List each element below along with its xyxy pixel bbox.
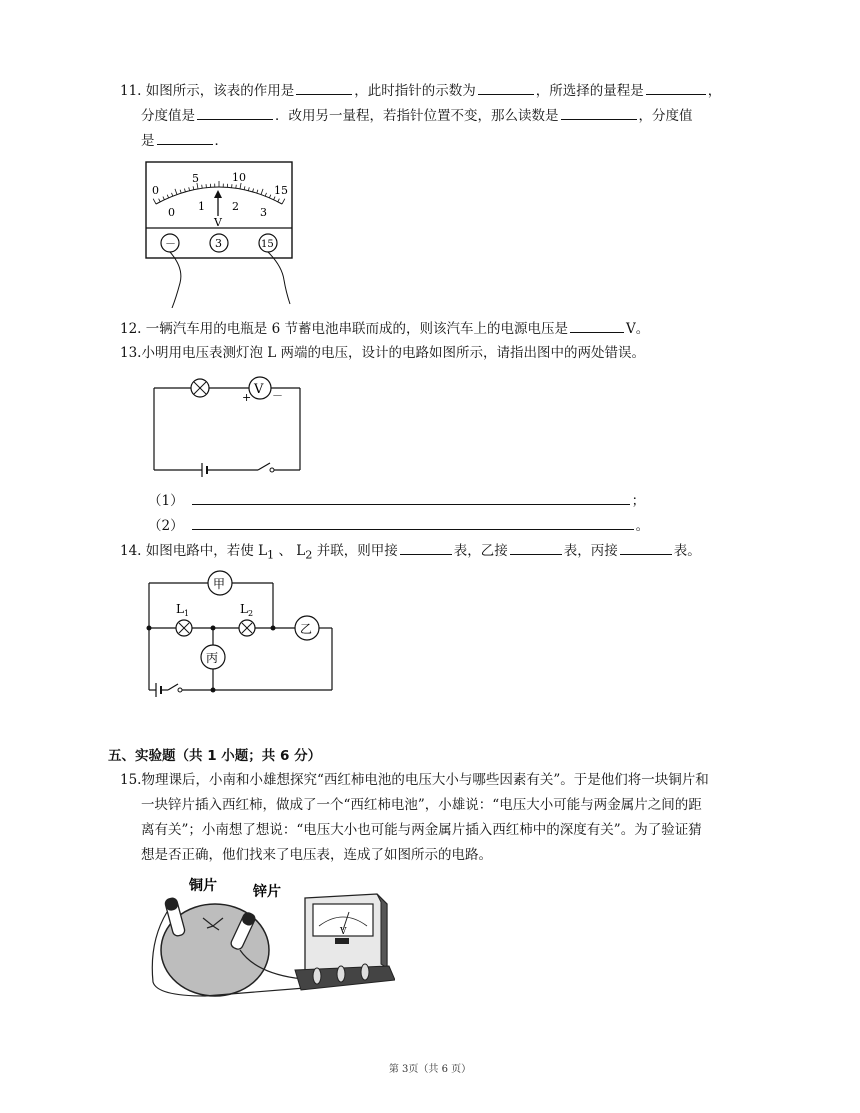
scale-tick	[172, 193, 173, 196]
q11-blank-division[interactable]	[197, 105, 273, 120]
switch-icon	[168, 684, 182, 692]
wire-negative	[170, 252, 181, 308]
svg-text:V: V	[254, 382, 264, 397]
q14-blank-yi[interactable]	[510, 540, 562, 555]
lamp-l1-icon	[176, 620, 192, 636]
q14-circuit	[140, 568, 340, 698]
scale-tick	[278, 199, 280, 202]
scale-tick	[253, 188, 254, 191]
scale-top-15: 15	[274, 184, 288, 197]
q13-answer1: （1） ；	[148, 490, 645, 511]
q14-line: 14. 如图电路中，若使 $L_1$ 、 $L_2$ 并联，则甲接 表，乙接 表，丙接 表。	[120, 540, 701, 566]
scale-tick	[189, 187, 190, 190]
lamp-l2-icon	[239, 620, 255, 636]
q11-blank-function[interactable]	[296, 80, 352, 95]
svg-text:3: 3	[215, 237, 222, 250]
q12-number: 12.	[120, 321, 142, 337]
scale-tick	[184, 188, 185, 191]
svg-text:乙: 乙	[300, 622, 313, 636]
q13-blank-error1[interactable]	[192, 490, 630, 505]
scale-top-5: 5	[192, 172, 199, 185]
scale-tick	[244, 186, 245, 189]
page-footer: 第 3页（共 6 页）	[388, 1064, 472, 1075]
scale-bottom-2: 2	[232, 200, 239, 213]
scale-tick	[269, 195, 270, 198]
pointer-arrow-icon	[214, 190, 222, 216]
q11-line1: 11. 如图所示，该表的作用是 ，此时指针的示数为 ，所选择的量程是 ，	[120, 80, 721, 101]
scale-bottom-3: 3	[260, 206, 267, 219]
copper-label: 铜片	[189, 878, 217, 894]
label-l2: L	[240, 602, 248, 616]
q11-line2: 分度值是 ．改用另一量程，若指针位置不变，那么读数是 ，分度值	[141, 105, 693, 126]
q11-line3: 是 ．	[141, 130, 228, 151]
scale-tick	[163, 197, 164, 200]
scale-tick	[159, 199, 161, 202]
plus-sign: +	[242, 391, 252, 404]
voltmeter-figure	[140, 158, 300, 308]
wire-15	[268, 252, 290, 304]
q13-blank-error2[interactable]	[192, 515, 634, 530]
q15-line1: 15.物理课后，小南和小雄想探究“西红柿电池的电压大小与哪些因素有关”。于是他们将一块铜片和	[120, 772, 709, 788]
minus-sign: －	[272, 389, 283, 402]
scale-tick	[193, 186, 194, 189]
scale-tick	[261, 189, 263, 195]
battery-icon	[202, 463, 207, 477]
q13-circuit	[148, 372, 308, 477]
scale-bottom-0: 0	[168, 206, 175, 219]
q15-line4: 想是否正确，他们找来了电压表，连成了如图所示的电路。	[141, 847, 492, 863]
q11-blank-new-division[interactable]	[157, 130, 213, 145]
svg-text:2: 2	[248, 609, 254, 618]
q11-blank-reading[interactable]	[478, 80, 534, 95]
voltmeter-device-icon	[295, 894, 395, 990]
battery-icon	[156, 683, 161, 697]
scale-tick	[153, 199, 156, 204]
svg-text:1: 1	[184, 609, 190, 618]
unit-label: V	[214, 216, 222, 229]
scale-tick	[167, 195, 168, 198]
svg-text:－: －	[165, 237, 176, 250]
q11-blank-new-reading[interactable]	[561, 105, 637, 120]
scale-tick	[282, 199, 285, 204]
q13-line: 13.小明用电压表测灯泡 L 两端的电压，设计的电路如图所示，请指出图中的两处错误。	[120, 345, 646, 361]
svg-text:甲: 甲	[213, 577, 226, 591]
q13-number: 13.	[120, 345, 142, 361]
scale-tick	[274, 197, 275, 200]
section5-title: 五、实验题（共 1 小题；共 6 分）	[108, 748, 322, 764]
q14-number: 14.	[120, 543, 142, 559]
q15-line2: 一块锌片插入西红柿，做成了一个“西红柿电池”，小雄说：“电压大小可能与两金属片之间的距	[141, 797, 702, 813]
lamp-icon	[191, 379, 209, 397]
q14-blank-bing[interactable]	[620, 540, 672, 555]
q12-line: 12. 一辆汽车用的电瓶是 6 节蓄电池串联而成的，则该汽车上的电源电压是 V。	[120, 318, 649, 339]
q14-blank-jia[interactable]	[400, 540, 452, 555]
svg-text:15: 15	[261, 239, 274, 250]
label-l1: L	[176, 602, 184, 616]
scale-bottom-1: 1	[198, 200, 205, 213]
device-unit-label: V	[340, 927, 347, 937]
switch-icon	[258, 463, 274, 472]
q11-blank-range[interactable]	[646, 80, 706, 95]
scale-tick	[257, 190, 258, 193]
scale-tick	[248, 187, 249, 190]
zinc-label: 锌片	[253, 884, 281, 900]
q12-blank-voltage[interactable]	[570, 318, 624, 333]
q15-line3: 离有关”；小南想了想说：“电压大小也可能与两金属片插入西红柿中的深度有关”。为了验证猜	[141, 822, 702, 838]
scale-tick	[265, 193, 266, 196]
q15-number: 15.	[120, 772, 142, 788]
scale-top-10: 10	[232, 171, 246, 184]
scale-tick	[175, 189, 177, 195]
q11-number: 11.	[120, 83, 142, 99]
tomato-battery-figure	[145, 872, 395, 1002]
svg-text:丙: 丙	[206, 651, 219, 665]
q13-answer2: （2） 。	[148, 515, 649, 536]
scale-top-0: 0	[152, 184, 159, 197]
scale-tick	[180, 190, 181, 193]
